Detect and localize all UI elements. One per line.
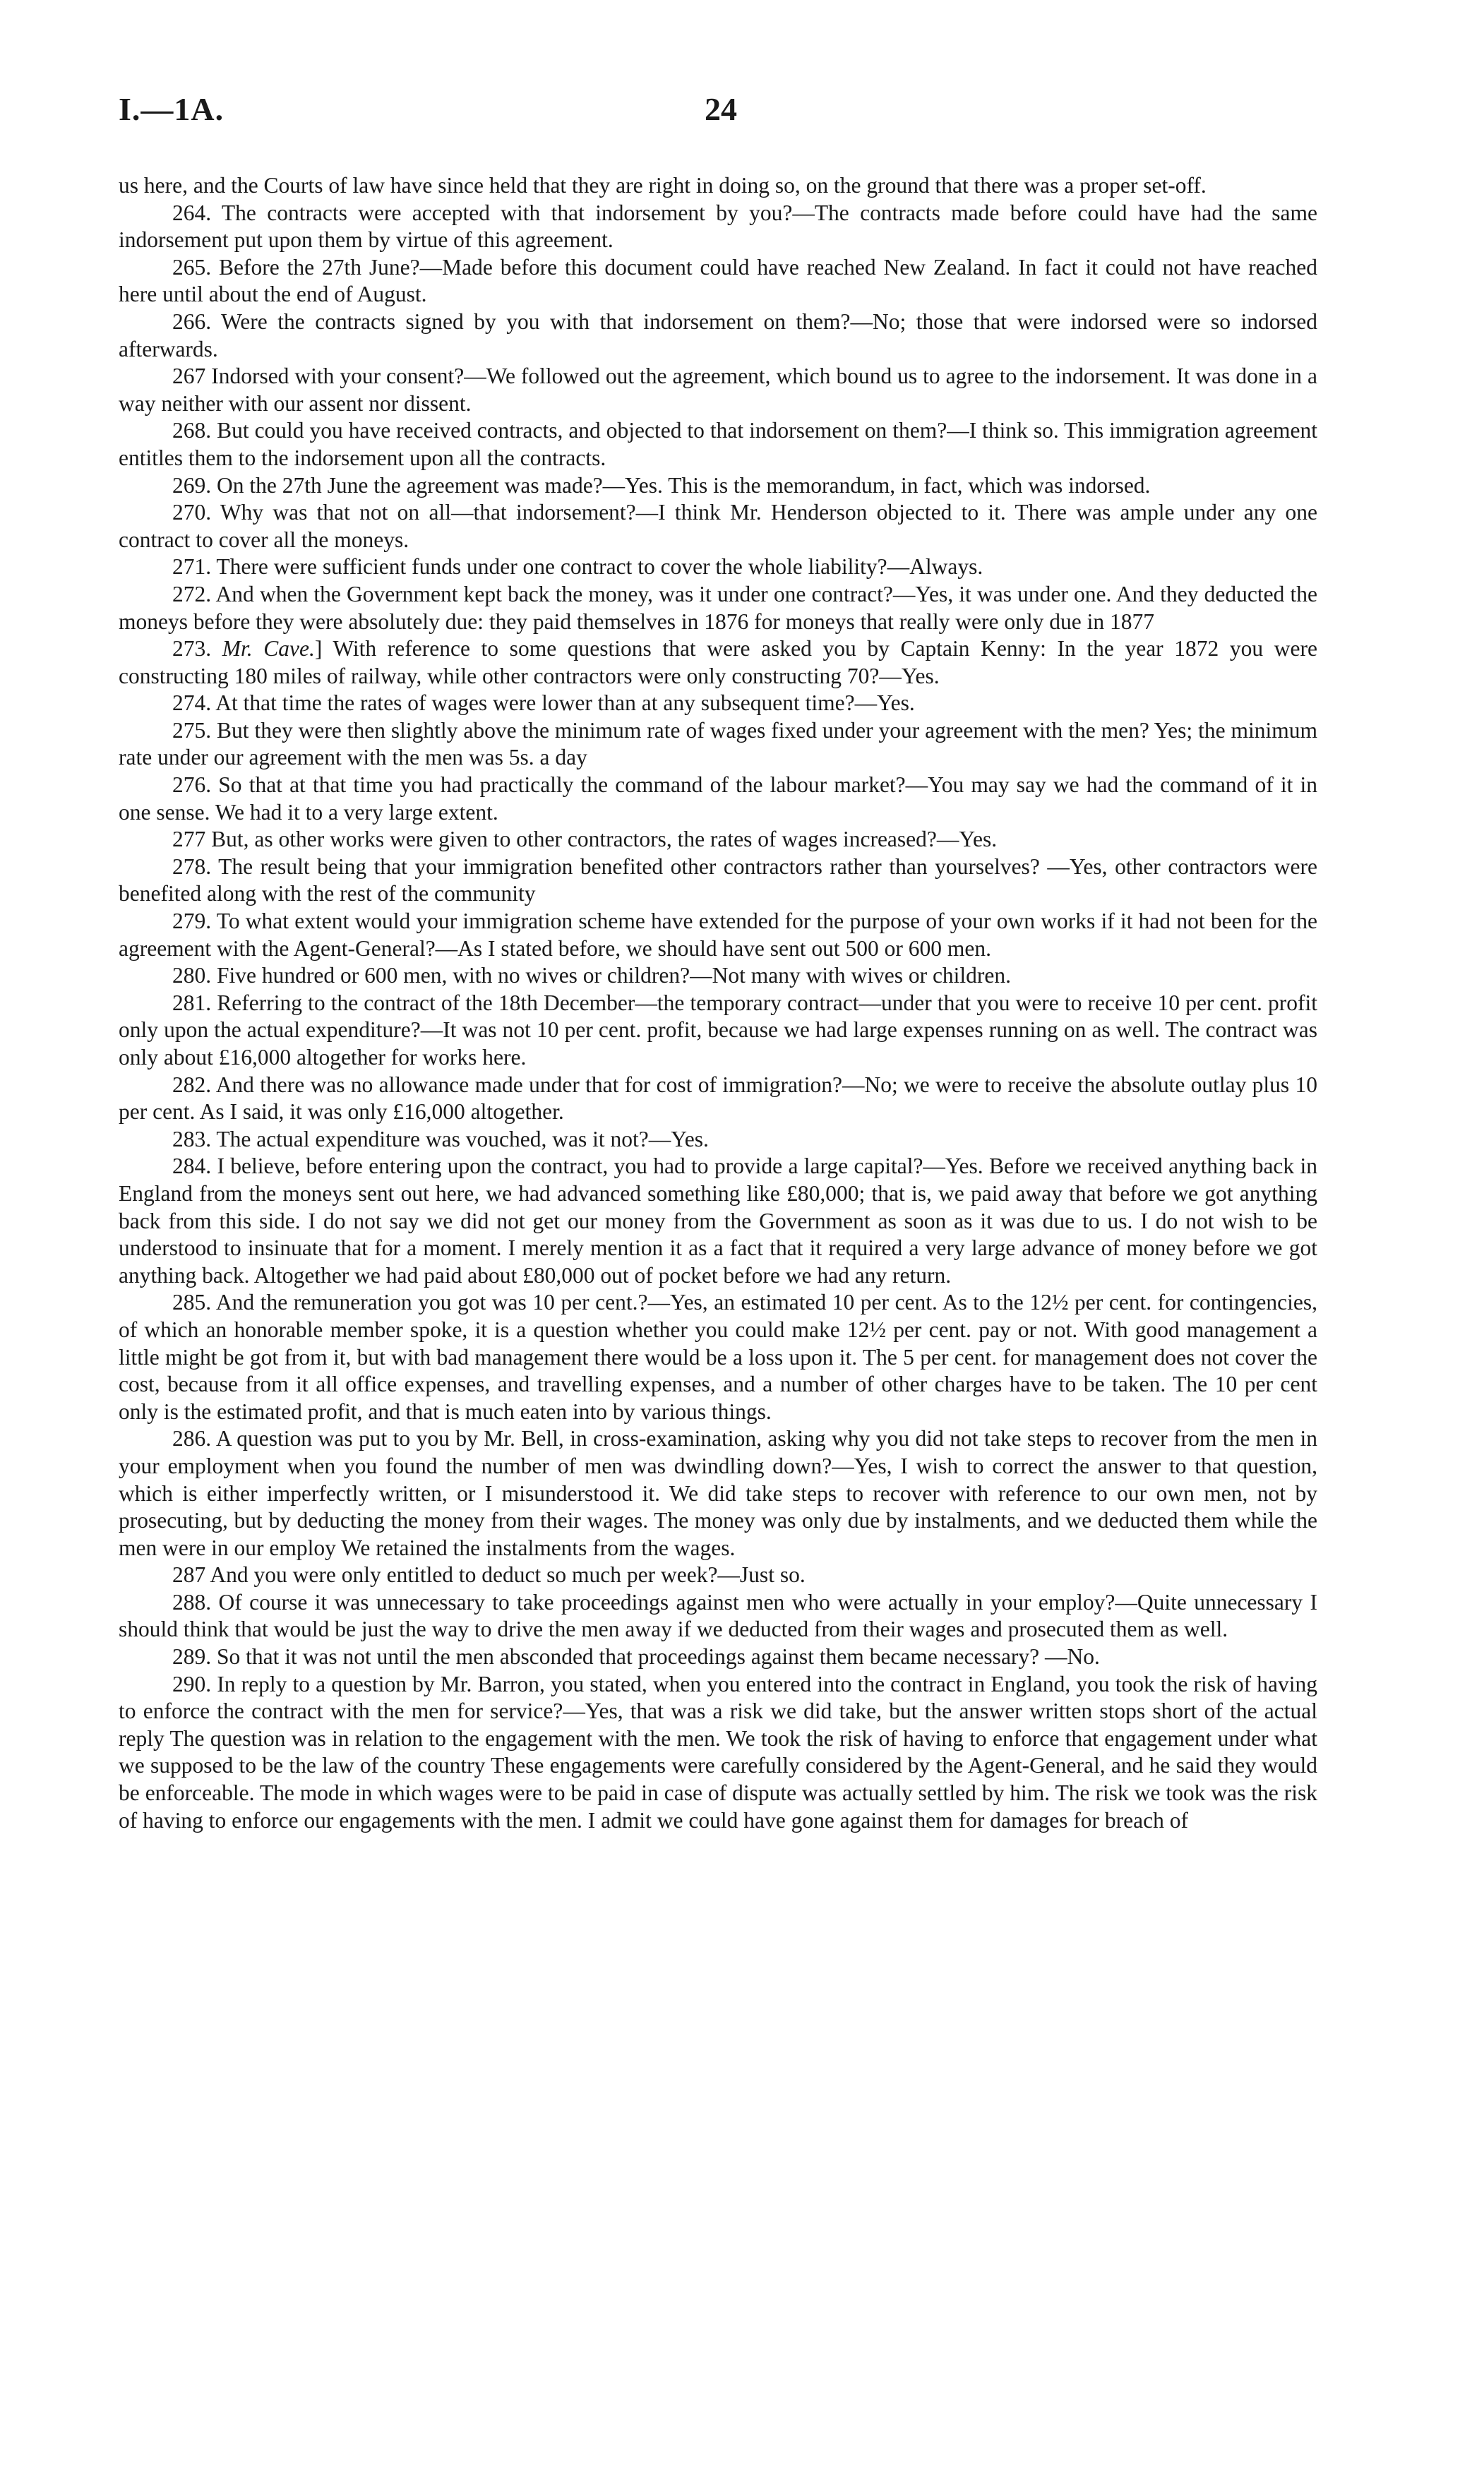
paragraph-266: 266. Were the contracts signed by you with that indorsement on them?—No; those that were indorsed were so indorsed afterwards. [119,309,1317,361]
paragraph-279: 279. To what extent would your immigration scheme have extended for the purpose of your own works if it had not been for the agreement with the Agent-General?—As I stated before, we should have sent out 500 or 600 men. [119,909,1317,961]
paragraph-286: 286. A question was put to you by Mr. Bell, in cross-examination, asking why you did not take steps to recover from the men in your employment when you found the number of men was dwindling down?—Yes, I wish to correct the answer to that question, which is either imperfectly written, or I misunderstood it. We did take steps to recover with reference to our own men, not by prosecuting, but by deducting the money from their wages. The money was only due by instalments, and we deducted them while the men were in our employ We retained the instalments from the wages. [119,1426,1317,1560]
paragraph-text: ] With reference to some questions that were asked you by Captain Kenny: In the year 1872 you were constructing 180 miles of railway, while other contractors were only constructing 70?—Yes. [119,636,1318,688]
paragraph-267: 267 Indorsed with your consent?—We followed out the agreement, which bound us to agree to the indorsement. It was done in a way neither with our assent nor dissent. [119,364,1317,416]
paragraph-273 [119,635,1317,690]
paragraph-272: 272. And when the Government kept back the money, was it under one contract?—Yes, it was under one. And they deducted the moneys before they were absolutely due: they paid themselves in 1876 for moneys that really were only due in 1877 [119,581,1317,634]
speaker-name: Mr. Cave. [222,636,315,661]
paragraph-289: 289. So that it was not until the men absconded that proceedings against them became necessary? —No. [172,1644,1100,1670]
document-reference: I.—1A. [119,91,225,127]
paragraph-268: 268. But could you have received contracts, and objected to that indorsement on them?—I think so. This immigration agreement entitles them to the indorsement upon all the contracts. [119,418,1317,470]
page-number: 24 [705,91,737,127]
paragraph-288: 288. Of course it was unnecessary to take proceedings against men who were actually in your employ?—Quite unnecessary I should think that would be just the way to drive the men away if we deducted from their wages and prosecuted them as well. [119,1589,1317,1642]
paragraph-280: 280. Five hundred or 600 men, with no wives or children?—Not many with wives or children. [172,963,1012,988]
paragraph-283: 283. The actual expenditure was vouched, was it not?—Yes. [172,1126,709,1151]
paragraph-278: 278. The result being that your immigration benefited other contractors rather than yourselves? —Yes, other contractors were benefited along with the rest of the community [119,854,1317,906]
paragraph-277: 277 But, as other works were given to other contractors, the rates of wages increased?—Yes. [172,827,998,852]
paragraph-265: 265. Before the 27th June?—Made before this document could have reached New Zealand. In fact it could not have reached here until about the end of August. [119,254,1317,307]
paragraph-264: 264. The contracts were accepted with that indorsement by you?—The contracts made before could have had the same indorsement put upon them by virtue of this agreement. [119,200,1317,253]
paragraph-290: 290. In reply to a question by Mr. Barron, you stated, when you entered into the contract in England, you took the risk of having to enforce the contract with the men for service?—Yes, that was a risk we did take, but the answer written stops short of the actual reply The question was in relation to the engagement with the men. We took the risk of having to enforce that engagement under what we supposed to be the law of the country These engagements were carefully considered by the Agent-General, and he said they would be enforceable. The mode in which wages were to be paid in case of dispute was actually settled by him. The risk we took was the risk of having to enforce our engagements with the men. I admit we could have gone against them for damages for breach of [119,1671,1317,1833]
paragraph-284: 284. I believe, before entering upon the contract, you had to provide a large capital?—Yes. Before we received anything back in England from the moneys sent out here, we had advanced something like £80,000; that is, we paid away that before we got anything back from this side. I do not say we did not get our money from the Government as soon as it was due to us. I do not wish to be understood to insinuate that for a moment. I merely mention it as a fact that it required a very large advance of money before we got anything back. Altogether we had paid about £80,000 out of pocket before we had any return. [119,1154,1317,1288]
body-text [119,172,1317,1834]
paragraph-274: 274. At that time the rates of wages were lower than at any subsequent time?—Yes. [172,690,915,716]
paragraph-275: 275. But they were then slightly above the minimum rate of wages fixed under your agreement with the men? Yes; the minimum rate under our agreement with the men was 5s. a day [119,717,1317,770]
paragraph-285: 285. And the remuneration you got was 10 per cent.?—Yes, an estimated 10 per cent. As to the 12½ per cent. for contingencies, of which an honorable member spoke, it is a question whether you could make 12½ per cent. pay or not. With good management a little might be got from it, but with bad management there would be a loss upon it. The 5 per cent. for management does not cover the cost, because from it all office expenses, and travelling expenses, and a number of other charges have to be taken. The 10 per cent only is the estimated profit, and that is much eaten into by various things. [119,1290,1317,1424]
paragraph-continuation: us here, and the Courts of law have since held that they are right in doing so, on the ground that there was a proper set-off. [119,173,1207,198]
paragraph-281: 281. Referring to the contract of the 18th December—the temporary contract—under that you were to receive 10 per cent. profit only upon the actual expenditure?—It was not 10 per cent. profit, because we had large expenses running on as well. The contract was only about £16,000 altogether for works here. [119,990,1317,1070]
paragraph-282: 282. And there was no allowance made under that for cost of immigration?—No; we were to receive the absolute outlay plus 10 per cent. As I said, it was only £16,000 altogether. [119,1072,1317,1125]
paragraph-269: 269. On the 27th June the agreement was made?—Yes. This is the memorandum, in fact, which was indorsed. [172,472,1151,498]
paragraph-270: 270. Why was that not on all—that indorsement?—I think Mr. Henderson objected to it. There was ample under any one contract to cover all the moneys. [119,500,1317,552]
paragraph-276: 276. So that at that time you had practically the command of the labour market?—You may say we had the command of it in one sense. We had it to a very large extent. [119,772,1317,825]
question-number: 273. [172,636,222,661]
paragraph-271: 271. There were sufficient funds under one contract to cover the whole liability?—Always. [172,554,983,580]
paragraph-287: 287 And you were only entitled to deduct so much per week?—Just so. [172,1562,806,1588]
page-header [119,90,1319,140]
